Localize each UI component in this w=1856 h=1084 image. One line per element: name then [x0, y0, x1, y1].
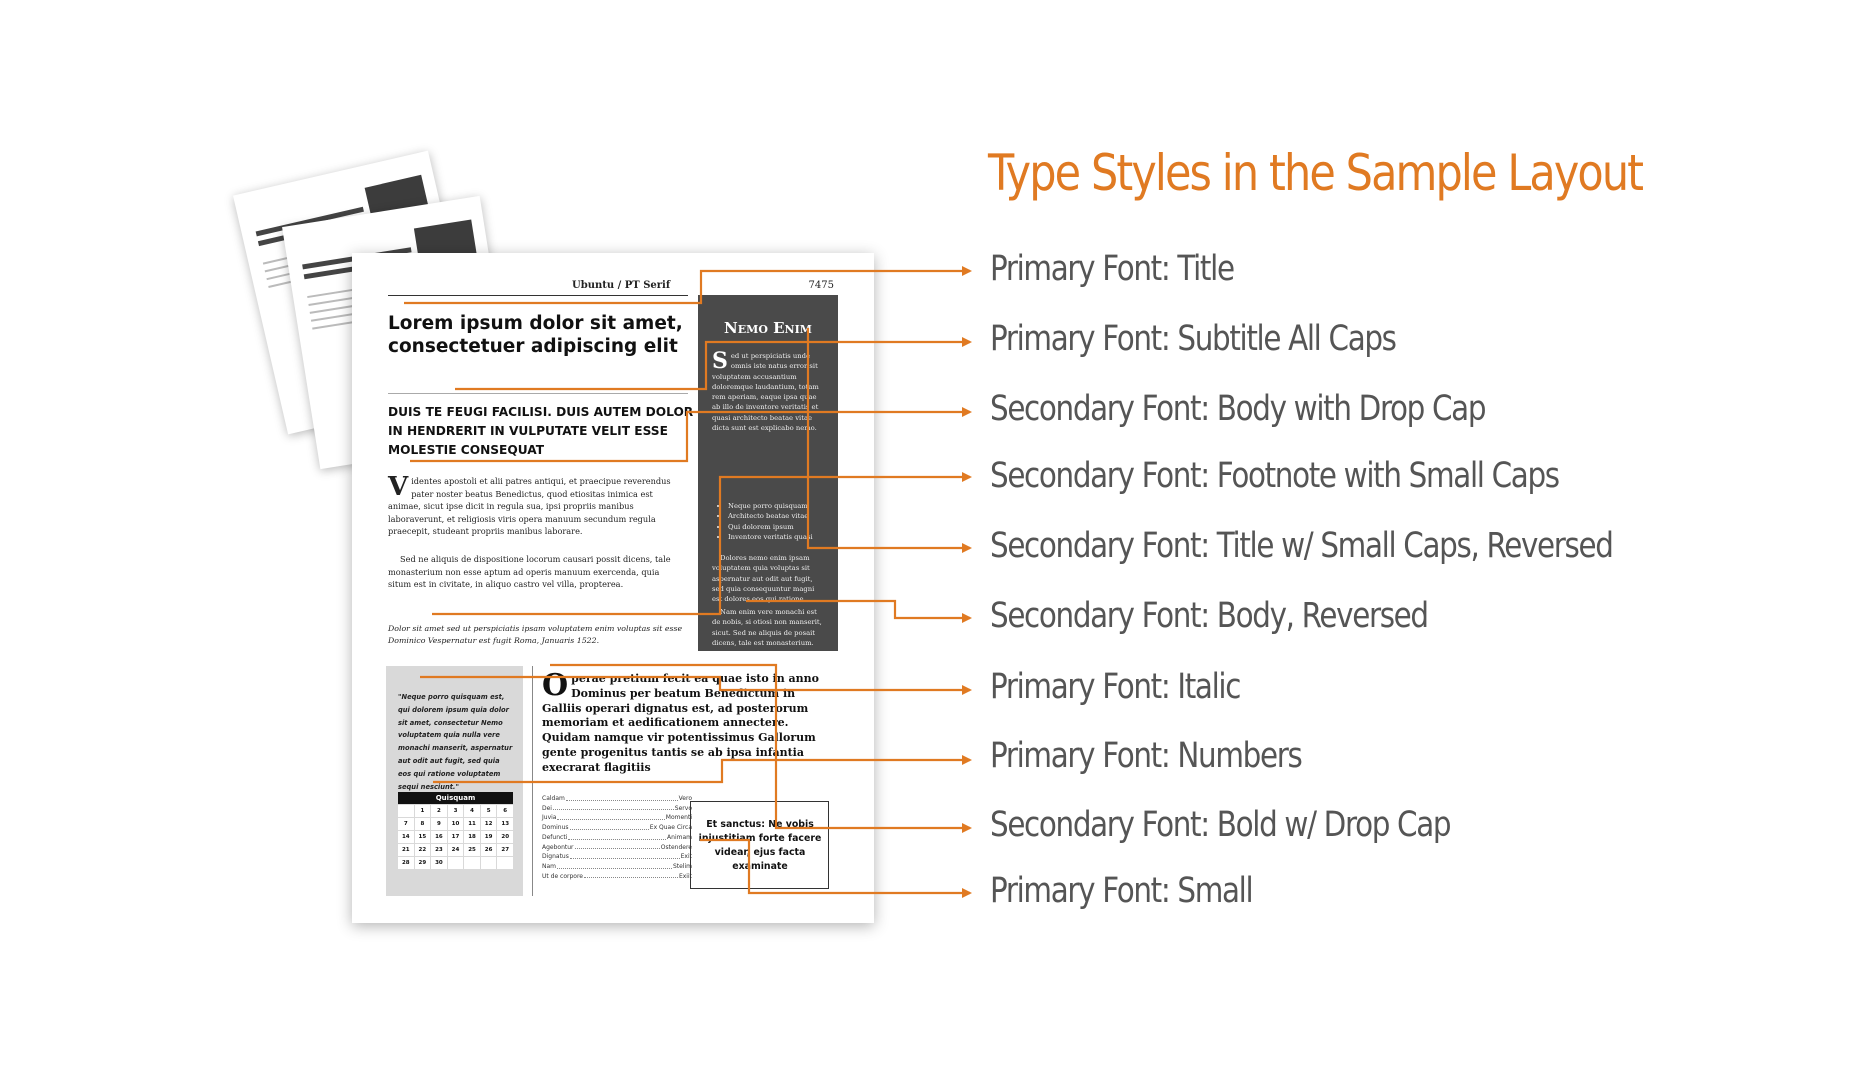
leader-reversed-title: [808, 328, 970, 548]
sidebar-title: Nemo Enim: [724, 319, 812, 337]
legend-item: Primary Font: Title: [990, 249, 1234, 289]
legend-item: Primary Font: Small: [990, 871, 1253, 911]
calendar-day: 27: [497, 844, 513, 856]
leader-reversed-body: [746, 601, 970, 618]
index-value: Servo: [674, 804, 692, 812]
bold-body-dropcap: Operae pretium fecit ea quae isto in anno Dominus per beatum Benedictum in Galliis operari dignatus est, ad posterorum memoriam et aedificationem annectere. Quidam namque vir potentissimus Gallorum gente progenitus tantis se ab ipsa infantia execrarat flagitiis: [542, 668, 819, 774]
leader-title: [404, 271, 970, 303]
index-value: Exit: [680, 853, 692, 861]
legend-item: Secondary Font: Title w/ Small Caps, Reversed: [990, 526, 1613, 566]
index-term: Dignatus: [542, 853, 569, 861]
body-drop-cap: V: [388, 472, 409, 502]
diagram-heading: Type Styles in the Sample Layout: [988, 144, 1643, 202]
sidebar-body-1: Sed ut perspiciatis unde omnis iste natus error sit voluptatem accusantium doloremque laudantium, totam rem aperiam, eaque ipsa quae ab illo de inventore veritatis et quasi architecto beatae vitae dicta sunt est explicabo nemo.: [712, 348, 819, 433]
legend-item: Primary Font: Italic: [990, 667, 1241, 707]
calendar-day: 8: [415, 818, 431, 830]
body-paragraph-2: Sed ne aliquis de dispositione locorum causari possit dicens, tale monasterium non esse aptum ad operis manuum exercenda, quia situm est in civitate, in aliquo castro vel villa, propterea.: [388, 554, 671, 590]
calendar-day: 20: [497, 831, 513, 843]
index-term: Dominus: [542, 824, 569, 832]
index-value: Animam: [667, 833, 692, 841]
calendar-day: 21: [398, 844, 414, 856]
index-value: Momenti: [665, 814, 692, 822]
legend-item: Secondary Font: Bold w/ Drop Cap: [990, 805, 1451, 845]
calendar-day: 19: [481, 831, 497, 843]
index-term: Defuncti: [542, 833, 568, 841]
sample-footnote: Dolor sit amet sed ut perspiciatis ipsam voluptatem enim voluptas sit esse Dominico Vespernatur est fugit Roma, Januaris 1522.: [388, 624, 683, 645]
calendar-day: 23: [431, 844, 447, 856]
calendar-day: 24: [448, 844, 464, 856]
calendar-day: 28: [398, 857, 414, 869]
index-term: Ut de corpore: [542, 872, 584, 880]
calendar-day: 5: [481, 805, 497, 817]
sidebar-list-item: • Qui dolorem ipsum: [728, 522, 834, 532]
index-value: Vero: [678, 795, 692, 802]
calendar-day: 6: [497, 805, 513, 817]
callout-text: Et sanctus: Ne vobis injustitiam forte facere videar, ejus facta examinate: [698, 819, 822, 872]
bold-drop-cap: O: [542, 668, 569, 703]
sidebar-list-item: • Architecto beatae vitae: [728, 511, 834, 521]
calendar-day: 9: [431, 818, 447, 830]
leader-body-dropcap: [410, 412, 970, 461]
calendar-day: 1: [415, 805, 431, 817]
legend-item: Secondary Font: Footnote with Small Caps: [990, 456, 1559, 496]
calendar-day: 3: [448, 805, 464, 817]
calendar-day: 15: [415, 831, 431, 843]
index-term: Caldam: [542, 795, 565, 802]
index-term: Agebontur: [542, 843, 574, 851]
sample-title: Lorem ipsum dolor sit amet, consectetuer adipiscing elit: [388, 313, 683, 357]
leader-numbers: [433, 760, 970, 782]
calendar-day: 29: [415, 857, 431, 869]
sidebar-body-3: Nam enim vere monachi est de nobis, si otiosi non manserit, sicut. Sed ne aliquis de posait dicens, tale est monasterium.: [712, 608, 822, 647]
index-value: Exiit: [678, 872, 692, 880]
calendar-day: 18: [464, 831, 480, 843]
index-term: Nam: [542, 862, 557, 870]
calendar-day: 13: [497, 818, 513, 830]
legend-item: Secondary Font: Body, Reversed: [990, 596, 1428, 636]
calendar-day: 2: [431, 805, 447, 817]
calendar-day: 7: [398, 818, 414, 830]
calendar-day: 30: [431, 857, 447, 869]
sidebar-list-item: • Neque porro quisquam: [728, 501, 834, 511]
index-term: Dei: [542, 804, 552, 812]
calendar-day: 17: [448, 831, 464, 843]
calendar-day: 22: [415, 844, 431, 856]
italic-quote: "Neque porro quisquam est, qui dolorem ipsum quia dolor sit amet, consectetur Nemo voluptatem quia nulla vere monachi manserit, aspernatur aut odit aut fugit, sed quia eos qui ratione voluptatem sequi nesciunt.": [398, 693, 513, 791]
index-term: Juvia: [542, 814, 557, 822]
leader-italic: [420, 677, 970, 690]
leader-small: [700, 840, 970, 893]
leader-footnote: [432, 477, 970, 614]
calendar-title: Quisquam: [398, 792, 513, 804]
leader-subtitle: [455, 342, 970, 389]
sidebar-drop-cap: S: [712, 348, 728, 374]
page-number: 7475: [808, 280, 834, 291]
sidebar-body-2: Dolores nemo enim ipsam voluptatem quia voluptas sit aspernatur aut odit aut fugit, sed quia consequuntur magni est dolores eos qui ratione.: [712, 554, 815, 604]
calendar-day: 25: [464, 844, 480, 856]
calendar-day: 10: [448, 818, 464, 830]
calendar-day: 11: [464, 818, 480, 830]
header-font-names: Ubuntu / PT Serif: [572, 280, 671, 291]
legend-item: Secondary Font: Body with Drop Cap: [990, 389, 1486, 429]
index-value: Ostendere: [660, 843, 692, 851]
calendar-day: 26: [481, 844, 497, 856]
index-value: Ex Quae Circa: [649, 824, 692, 832]
calendar-day: 16: [431, 831, 447, 843]
body-paragraph-1: identes apostoli et alii patres antiqui, et praecipue reverendus pater noster beatus Benedictus, quod etiositas inimica est animae, sicut ipse dicit in regula sua, ipsi propriis manibus laboraverunt, et religiosis viris opera manuum secundum regula praecepit, studeant propriis manibus laborare.: [388, 476, 671, 537]
calendar-day: 14: [398, 831, 414, 843]
sample-subtitle: DUIS TE FEUGI FACILISI. DUIS AUTEM DOLOR IN HENDRERIT IN VULPUTATE VELIT ESSE MOLESTIE CONSEQUAT: [388, 405, 694, 457]
calendar-day: 4: [464, 805, 480, 817]
index-value: Stelim: [672, 862, 692, 870]
sidebar-list-item: • Inventore veritatis quasi: [728, 532, 834, 542]
legend-item: Primary Font: Subtitle All Caps: [990, 319, 1396, 359]
legend-item: Primary Font: Numbers: [990, 736, 1302, 776]
calendar-day: 12: [481, 818, 497, 830]
